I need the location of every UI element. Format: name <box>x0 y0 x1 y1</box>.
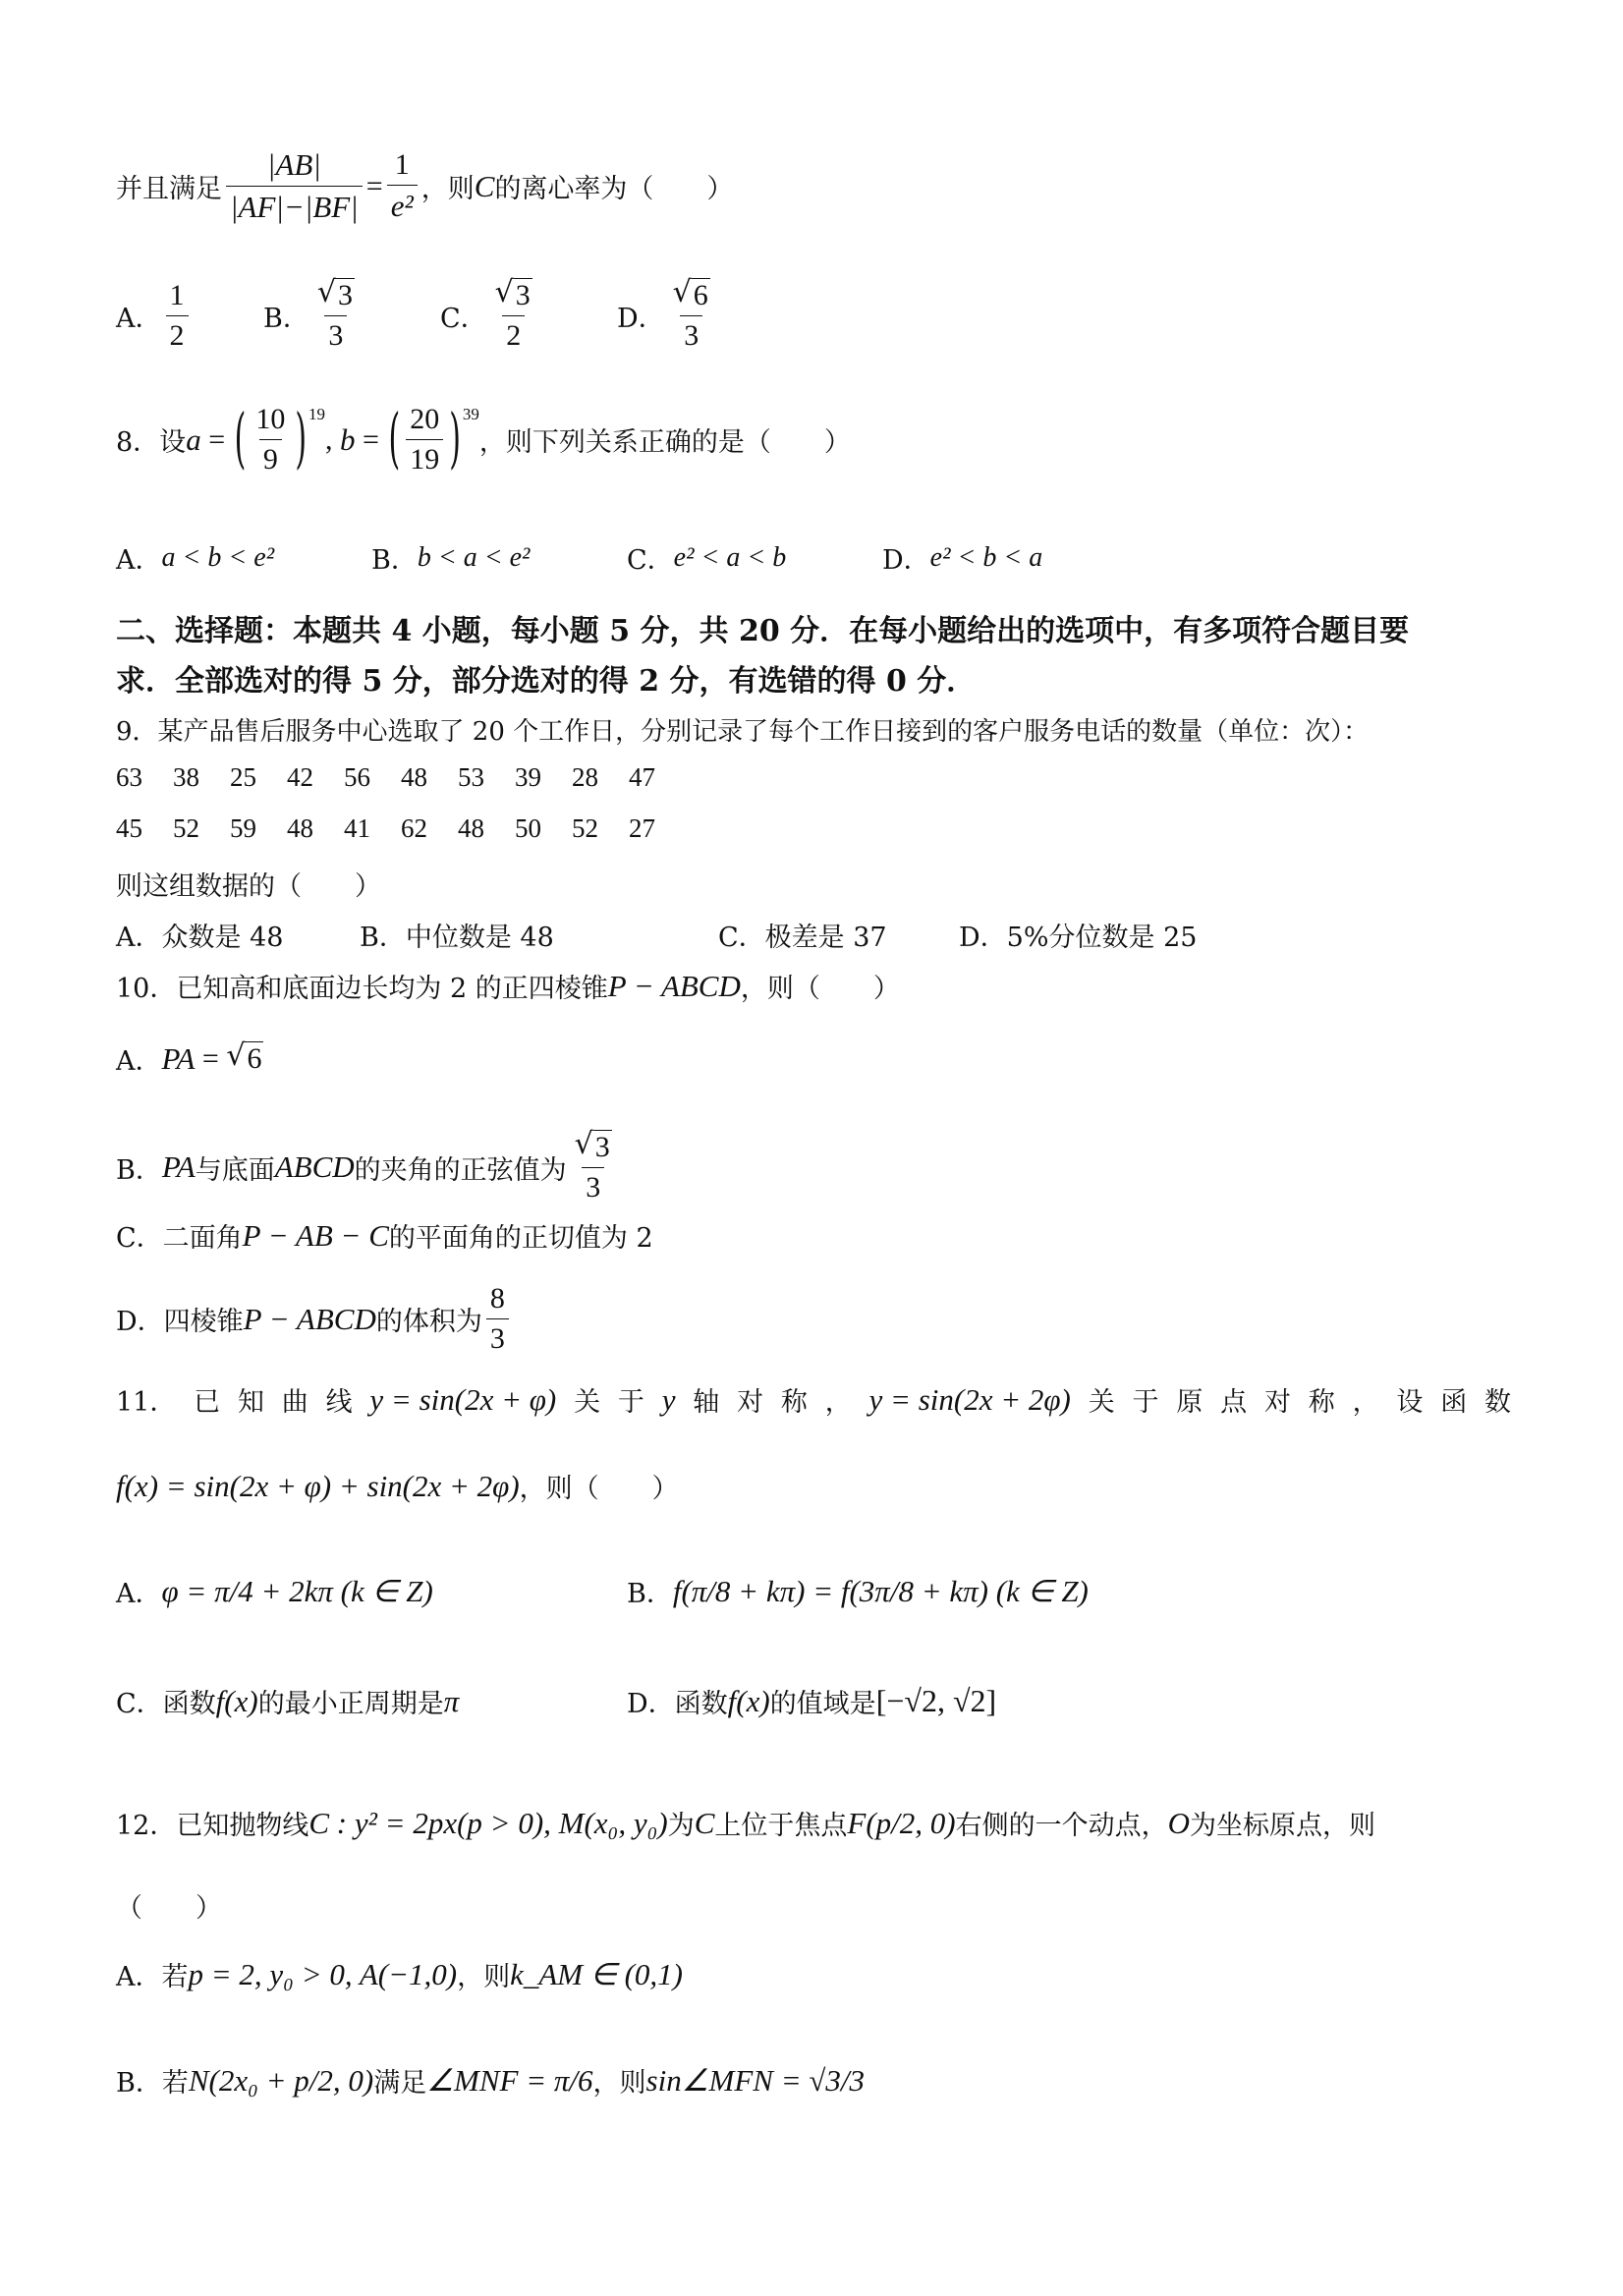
q7-equals: = <box>365 169 383 202</box>
q11-option-b[interactable] <box>627 1572 1089 1610</box>
option-label: C． <box>116 1223 163 1254</box>
data-cell: 39 <box>515 762 541 792</box>
q11-option-d[interactable] <box>627 1682 996 1720</box>
option-numerator: 1 <box>169 278 185 311</box>
q8-a-exponent: 19 <box>308 405 326 423</box>
q7-options <box>116 275 718 353</box>
option-denominator: 2 <box>502 315 525 353</box>
q12-stem-mid2: 上位于焦点 <box>714 1811 848 1841</box>
q8-option-b[interactable] <box>371 538 627 577</box>
q10-d-body: P − ABCD <box>243 1301 376 1336</box>
q10-a-radicand: 6 <box>247 1042 262 1075</box>
data-cell: 28 <box>572 762 598 792</box>
q7-prefix: 并且满足 <box>116 174 222 204</box>
q10-b-mid: 与底面 <box>195 1154 275 1186</box>
q8-a-numerator: 10 <box>255 403 286 435</box>
option-label: D． <box>627 1689 675 1719</box>
data-cell: 47 <box>629 762 655 792</box>
data-cell: 52 <box>173 813 199 843</box>
q11-options-cd <box>116 1682 996 1720</box>
option-label: C． <box>116 1689 163 1719</box>
q8-var-a: a <box>186 421 201 457</box>
q11-char: 轴 <box>693 1387 720 1418</box>
q11-char: 称 <box>1308 1387 1335 1418</box>
option-post: 的值域是 <box>769 1689 876 1719</box>
option-denominator: 3 <box>680 315 702 353</box>
option-label: A． <box>116 1046 162 1077</box>
option-radicand: 3 <box>337 279 353 311</box>
option-label: A． <box>116 1579 162 1609</box>
data-cell: 42 <box>287 762 313 792</box>
option-label: A． <box>116 1962 162 1992</box>
option-label: D． <box>617 303 665 334</box>
q11-char: 数 <box>1484 1387 1511 1418</box>
option-function: f(x) <box>215 1683 258 1718</box>
q10-pyramid: P − ABCD <box>607 968 741 1003</box>
data-cell: 53 <box>458 762 484 792</box>
q10-b-denominator: 3 <box>582 1167 604 1204</box>
q9-stem: 9．某产品售后服务中心选取了 20 个工作日，分别记录了每个工作日接到的客户服务电话的数量（单位：次）： <box>116 717 1370 747</box>
q11-number: 11． <box>116 1387 177 1418</box>
q11-char: 称 <box>780 1387 808 1418</box>
option-label: B． <box>360 923 406 953</box>
data-cell: 38 <box>173 762 199 792</box>
q11-char: 对 <box>737 1387 764 1418</box>
option-radicand: 3 <box>515 279 531 311</box>
option-text: 极差是 37 <box>764 923 887 953</box>
option-text: e² < a < b <box>673 541 787 573</box>
option-mid: 满足 <box>373 2068 427 2099</box>
q7-rhs-denominator: e² <box>387 185 418 224</box>
option-pre: 若 <box>161 1962 189 1992</box>
q7-condition-line <box>116 147 733 225</box>
q10-c-pre: 二面角 <box>162 1223 243 1254</box>
option-value: π <box>443 1683 460 1718</box>
q10-option-c[interactable] <box>116 1216 653 1255</box>
q11-char: ， <box>824 1387 852 1418</box>
q11-stem-line1 <box>116 1380 1511 1419</box>
q10-option-d[interactable] <box>116 1282 513 1356</box>
data-cell: 62 <box>401 813 427 843</box>
q10-d-pre: 四棱锥 <box>163 1307 244 1337</box>
q12-b-point-n: N(2x₀ + p/2, 0) <box>188 2062 374 2098</box>
q11-option-a[interactable] <box>116 1572 627 1610</box>
data-cell: 48 <box>458 813 484 843</box>
q12-option-a[interactable] <box>116 1955 683 1993</box>
q9-option-d[interactable] <box>959 916 1197 954</box>
option-text: 众数是 48 <box>161 923 284 953</box>
q10-b-plane: ABCD <box>274 1149 355 1184</box>
q12-option-b[interactable] <box>116 2061 865 2100</box>
q11-char: 关 <box>574 1387 601 1418</box>
q8-a-denominator: 9 <box>259 439 282 476</box>
q9-option-c[interactable] <box>718 916 959 954</box>
q7-var-c: C <box>474 168 495 203</box>
q8-b-denominator: 19 <box>406 439 443 476</box>
q7-option-b[interactable]: B． √ 3 3 <box>263 275 353 352</box>
q8-b-numerator: 20 <box>410 403 440 435</box>
q9-option-a[interactable] <box>116 916 360 954</box>
q10-stem-post: ，则（ ） <box>740 974 900 1004</box>
option-text: 中位数是 48 <box>405 923 554 953</box>
q11-char: 对 <box>1263 1387 1291 1418</box>
data-cell: 63 <box>116 762 142 792</box>
option-label: A． <box>116 545 162 576</box>
q11-char: 于 <box>617 1387 644 1418</box>
data-cell: 50 <box>515 813 541 843</box>
data-cell: 56 <box>344 762 370 792</box>
q11-curve1: y = sin(2x + φ) <box>369 1381 557 1417</box>
q11-char: 函 <box>1440 1387 1468 1418</box>
q12-stem-post: 右侧的一个动点， <box>955 1811 1168 1841</box>
q11-axis-y: y <box>661 1381 676 1417</box>
option-label: B． <box>263 303 309 334</box>
q7-ratio-numerator: |AB| <box>266 147 321 182</box>
section2-heading-line2: 求．全部选对的得 5 分，部分选对的得 2 分，有选错的得 0 分． <box>116 664 977 699</box>
option-text: f(π/8 + kπ) = f(3π/8 + kπ) (k ∈ Z) <box>672 1573 1089 1608</box>
q7-option-c[interactable]: C． √ 3 2 <box>440 275 531 352</box>
section2-heading-line1: 二、选择题：本题共 4 小题，每小题 5 分，共 20 分．在每小题给出的选项中，有多项符合题目要 <box>116 614 1410 648</box>
q10-d-numerator: 8 <box>489 1282 505 1315</box>
option-label: D． <box>882 545 930 576</box>
option-text: e² < b < a <box>929 541 1043 573</box>
q10-d-post: 的体积为 <box>375 1307 482 1337</box>
option-label: D． <box>116 1307 164 1337</box>
q8-suffix: ，则下列关系正确的是（ ） <box>478 427 851 458</box>
option-text: b < a < e² <box>417 541 531 573</box>
option-label: C． <box>718 923 765 953</box>
q12-a-condition: p = 2, y₀ > 0, A(−1,0) <box>188 1956 458 1991</box>
q12-b-result: sin∠MFN = √3/3 <box>645 2062 865 2098</box>
q10-b-post: 的夹角的正弦值为 <box>354 1154 567 1186</box>
q10-d-denominator: 3 <box>486 1318 509 1356</box>
q8-number: 8．设 <box>116 427 187 458</box>
q8-stem: 8．设 a = ( $\frac{10}{9}$ ) $^{19}$ , b = ( $\frac{20}{19}$ ) $^{39}$ ，则下列关系正确的是（ ） <box>116 402 851 477</box>
q7-option-d[interactable]: D． √ 6 3 <box>617 275 708 352</box>
q11-char: 于 <box>1132 1387 1159 1418</box>
q10-option-b[interactable]: B． PA 与底面 ABCD 的夹角的正弦值为 √ 3 3 <box>116 1127 610 1204</box>
q12-paren: （ ） <box>116 1893 222 1924</box>
data-cell: 48 <box>287 813 313 843</box>
q9-ask: 则这组数据的（ ） <box>116 871 381 902</box>
option-label: C． <box>627 545 674 576</box>
q11-options-ab <box>116 1572 1089 1610</box>
option-label: B． <box>116 2068 162 2099</box>
q9-option-b[interactable] <box>360 916 718 954</box>
option-value: [−√2, √2] <box>875 1683 997 1718</box>
q11-char: 曲 <box>281 1387 308 1418</box>
option-label: C． <box>440 303 487 334</box>
q7-option-a[interactable] <box>116 279 263 353</box>
option-text: φ = π/4 + 2kπ (k ∈ Z) <box>161 1573 433 1608</box>
q8-b-exponent: 39 <box>462 405 479 423</box>
data-cell: 59 <box>230 813 256 843</box>
q11-char: 设 <box>1396 1387 1424 1418</box>
q12-var-o: O <box>1167 1805 1190 1840</box>
q8-option-a[interactable] <box>116 538 371 577</box>
q12-stem-mid: 为 <box>667 1811 695 1841</box>
data-cell: 27 <box>629 813 655 843</box>
q11-char: 原 <box>1176 1387 1203 1418</box>
q7-ratio-fraction <box>226 147 363 225</box>
option-label: A． <box>116 303 162 334</box>
q11-char: 线 <box>325 1387 353 1418</box>
q11-char: ， <box>1352 1387 1379 1418</box>
option-radicand: 6 <box>693 279 708 311</box>
q10-a-lhs: PA <box>161 1040 196 1076</box>
q12-stem-pre: 12．已知抛物线 <box>116 1811 309 1841</box>
q11-stem-line2 <box>116 1467 679 1505</box>
q9-data-row1 <box>116 762 686 793</box>
option-label: B． <box>116 1154 162 1186</box>
option-post: 的最小正周期是 <box>257 1689 444 1719</box>
option-text: 5%分位数是 25 <box>1006 923 1198 953</box>
q10-c-angle: P − AB − C <box>242 1217 389 1253</box>
option-mid2: ，则 <box>592 2068 646 2099</box>
option-label: A． <box>116 923 162 953</box>
q10-b-segment: PA <box>161 1149 196 1184</box>
option-label: B． <box>627 1579 673 1609</box>
q12-curve: C : y² = 2px(p > 0), M(x₀, y₀) <box>308 1805 668 1840</box>
q12-var-c: C <box>694 1805 715 1840</box>
option-denominator: 3 <box>324 315 347 353</box>
q11-curve2: y = sin(2x + 2φ) <box>868 1381 1071 1417</box>
data-cell: 41 <box>344 813 370 843</box>
option-pre: 若 <box>161 2068 189 2099</box>
q10-stem-pre: 10．已知高和底面边长均为 2 的正四棱锥 <box>116 974 608 1004</box>
q11-char: 点 <box>1220 1387 1248 1418</box>
q11-char: 知 <box>237 1387 264 1418</box>
option-pre: 函数 <box>674 1689 728 1719</box>
q12-focus: F(p/2, 0) <box>847 1805 956 1840</box>
data-cell: 45 <box>116 813 142 843</box>
q8-var-b: b <box>340 421 356 457</box>
option-function: f(x) <box>727 1683 770 1718</box>
option-label: D． <box>959 923 1007 953</box>
q10-stem <box>116 967 900 1005</box>
q10-b-radicand: 3 <box>594 1131 610 1163</box>
q11-char: 关 <box>1088 1387 1115 1418</box>
data-cell: 48 <box>401 762 427 792</box>
q11-option-c[interactable] <box>116 1682 627 1720</box>
q12-stem-end: 为坐标原点，则 <box>1189 1811 1375 1841</box>
data-cell: 25 <box>230 762 256 792</box>
q9-options <box>116 916 1197 954</box>
q12-a-result: k_AM ∈ (0,1) <box>510 1956 683 1991</box>
q11-stem-post: ，则（ ） <box>519 1474 679 1504</box>
option-text: a < b < e² <box>161 541 275 573</box>
q11-char: 已 <box>194 1387 221 1418</box>
q8-option-d[interactable] <box>882 538 1042 577</box>
option-denominator: 2 <box>166 315 189 353</box>
q10-c-post: 的平面角的正切值为 2 <box>388 1223 653 1254</box>
option-label: B． <box>371 545 418 576</box>
q12-b-angle: ∠MNF = π/6 <box>426 2062 593 2098</box>
option-mid: ，则 <box>457 1962 511 1992</box>
q9-data-row2 <box>116 813 686 844</box>
q7-suffix: ，则 <box>420 174 475 204</box>
q7-suffix2: 的离心率为（ ） <box>494 174 734 204</box>
q10-option-a[interactable]: A． PA = √ 6 <box>116 1038 262 1077</box>
q8-option-c[interactable] <box>627 538 882 577</box>
q7-ratio-denominator: |AF|−|BF| <box>226 186 363 225</box>
q11-function-def: f(x) = sin(2x + φ) + sin(2x + 2φ) <box>116 1468 520 1503</box>
q7-rhs-fraction <box>387 148 418 224</box>
q12-stem <box>116 1804 1375 1842</box>
q8-options <box>116 538 1042 577</box>
option-pre: 函数 <box>162 1689 216 1719</box>
data-cell: 52 <box>572 813 598 843</box>
q7-rhs-numerator: 1 <box>394 148 410 181</box>
